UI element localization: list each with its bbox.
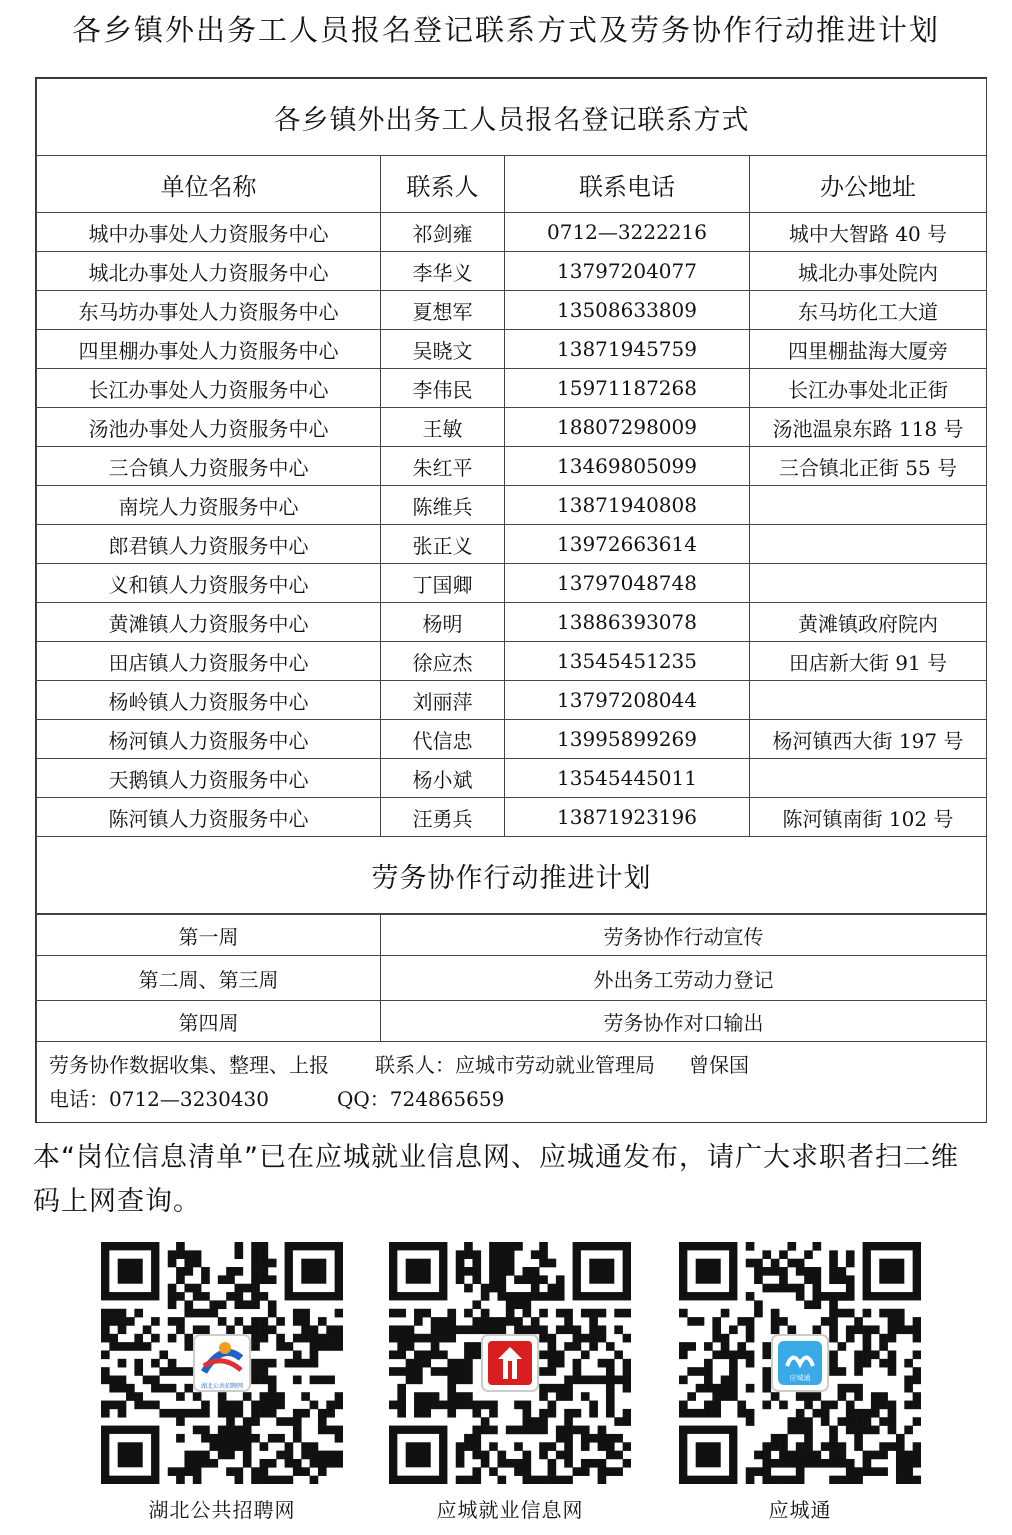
unit-name-cell: 杨岭镇人力资服务中心 <box>37 681 381 720</box>
page-title: 各乡镇外出务工人员报名登记联系方式及劳务协作行动推进计划 <box>71 13 940 47</box>
address-cell: 城中大智路 40 号 <box>750 213 987 252</box>
address-cell <box>750 486 987 525</box>
contact-row <box>37 447 987 486</box>
contact-person-cell: 杨小斌 <box>381 759 505 798</box>
address-cell: 杨河镇西大街 197 号 <box>750 720 987 759</box>
unit-name-cell: 义和镇人力资服务中心 <box>37 564 381 603</box>
unit-name-cell: 四里棚办事处人力资服务中心 <box>37 330 381 369</box>
header-phone: 联系电话 <box>505 156 750 213</box>
contact-person-cell: 杨明 <box>381 603 505 642</box>
phone-cell: 15971187268 <box>505 369 750 408</box>
contact-person-cell: 夏想军 <box>381 291 505 330</box>
phone-cell: 13995899269 <box>505 720 750 759</box>
info-phone: 电话：0712—3230430 <box>49 1087 269 1111</box>
info-data-collection: 劳务协作数据收集、整理、上报 <box>49 1053 329 1077</box>
main-table-frame <box>35 77 987 1123</box>
contact-person-cell: 丁国卿 <box>381 564 505 603</box>
contact-person-cell: 陈维兵 <box>381 486 505 525</box>
plan-task-cell: 劳务协作行动宣传 <box>381 915 987 956</box>
phone-cell: 13871940808 <box>505 486 750 525</box>
contact-row <box>37 252 987 291</box>
contact-person-cell: 吴晓文 <box>381 330 505 369</box>
contact-person-cell: 李伟民 <box>381 369 505 408</box>
plan-week-cell: 第四周 <box>37 1001 381 1042</box>
phone-cell: 13508633809 <box>505 291 750 330</box>
unit-name-cell: 城北办事处人力资服务中心 <box>37 252 381 291</box>
contact-row <box>37 213 987 252</box>
unit-name-cell: 长江办事处人力资服务中心 <box>37 369 381 408</box>
address-cell <box>750 759 987 798</box>
contact-person-cell: 汪勇兵 <box>381 798 505 837</box>
contact-row <box>37 603 987 642</box>
phone-cell: 13545445011 <box>505 759 750 798</box>
contact-row <box>37 642 987 681</box>
address-cell <box>750 525 987 564</box>
unit-name-cell: 郎君镇人力资服务中心 <box>37 525 381 564</box>
unit-name-cell: 陈河镇人力资服务中心 <box>37 798 381 837</box>
phone-cell: 13871945759 <box>505 330 750 369</box>
contact-person-cell: 朱红平 <box>381 447 505 486</box>
unit-name-cell: 汤池办事处人力资服务中心 <box>37 408 381 447</box>
contact-row <box>37 408 987 447</box>
plan-task-cell: 外出务工劳动力登记 <box>381 956 987 1001</box>
address-cell: 三合镇北正街 55 号 <box>750 447 987 486</box>
contact-row <box>37 798 987 837</box>
unit-name-cell: 天鹅镇人力资服务中心 <box>37 759 381 798</box>
contacts-section-title: 各乡镇外出务工人员报名登记联系方式 <box>37 79 987 156</box>
unit-name-cell: 南垸人力资服务中心 <box>37 486 381 525</box>
info-qq: QQ：724865659 <box>336 1087 505 1111</box>
qr-block-yingchengtong <box>676 1242 924 1523</box>
contact-person-cell: 刘丽萍 <box>381 681 505 720</box>
qr-label-yingcheng-jobs: 应城就业信息网 <box>436 1498 584 1522</box>
address-cell <box>750 564 987 603</box>
phone-cell: 13797208044 <box>505 681 750 720</box>
contact-person-cell: 代信忠 <box>381 720 505 759</box>
phone-cell: 0712—3222216 <box>505 213 750 252</box>
qr-code-icon[interactable] <box>389 1242 631 1484</box>
unit-name-cell: 黄滩镇人力资服务中心 <box>37 603 381 642</box>
contact-row <box>37 681 987 720</box>
phone-cell: 13469805099 <box>505 447 750 486</box>
address-cell: 黄滩镇政府院内 <box>750 603 987 642</box>
contact-row <box>37 330 987 369</box>
phone-cell: 13886393078 <box>505 603 750 642</box>
address-cell: 汤池温泉东路 118 号 <box>750 408 987 447</box>
qr-logo-icon <box>772 1335 828 1391</box>
address-cell: 城北办事处院内 <box>750 252 987 291</box>
notice-text: 本“岗位信息清单”已在应城就业信息网、应城通发布，请广大求职者扫二维码上网查询。 <box>33 1142 959 1217</box>
unit-name-cell: 城中办事处人力资服务中心 <box>37 213 381 252</box>
qr-label-hubei: 湖北公共招聘网 <box>148 1498 296 1522</box>
qr-logo-icon <box>482 1335 538 1391</box>
contact-row <box>37 564 987 603</box>
unit-name-cell: 三合镇人力资服务中心 <box>37 447 381 486</box>
info-contact-name: 曾保国 <box>689 1053 749 1077</box>
qr-block-hubei <box>98 1242 346 1523</box>
header-unit-name: 单位名称 <box>37 156 381 213</box>
plan-table <box>36 914 987 1122</box>
header-address: 办公地址 <box>750 156 987 213</box>
plan-section-title: 劳务协作行动推进计划 <box>37 837 987 914</box>
phone-cell: 18807298009 <box>505 408 750 447</box>
address-cell: 四里棚盐海大厦旁 <box>750 330 987 369</box>
contacts-table-body <box>37 213 987 837</box>
contact-person-cell: 王敏 <box>381 408 505 447</box>
plan-task-cell: 劳务协作对口输出 <box>381 1001 987 1042</box>
address-cell: 长江办事处北正街 <box>750 369 987 408</box>
header-contact-person: 联系人 <box>381 156 505 213</box>
contact-row <box>37 486 987 525</box>
phone-cell: 13871923196 <box>505 798 750 837</box>
address-cell: 田店新大街 91 号 <box>750 642 987 681</box>
address-cell: 陈河镇南街 102 号 <box>750 798 987 837</box>
info-contact-org: 联系人：应城市劳动就业管理局 <box>375 1053 655 1077</box>
contact-row <box>37 525 987 564</box>
contact-row <box>37 291 987 330</box>
plan-week-cell: 第二周、第三周 <box>37 956 381 1001</box>
contact-person-cell: 徐应杰 <box>381 642 505 681</box>
qr-logo-icon <box>194 1335 250 1391</box>
phone-cell: 13972663614 <box>505 525 750 564</box>
svg-text:湖北公共招聘网: 湖北公共招聘网 <box>200 1383 244 1390</box>
contact-person-cell: 李华义 <box>381 252 505 291</box>
unit-name-cell: 田店镇人力资服务中心 <box>37 642 381 681</box>
qr-code-icon[interactable] <box>101 1242 343 1484</box>
phone-cell: 13797048748 <box>505 564 750 603</box>
address-cell <box>750 681 987 720</box>
unit-name-cell: 东马坊办事处人力资服务中心 <box>37 291 381 330</box>
qr-code-icon[interactable] <box>679 1242 921 1484</box>
contact-row <box>37 369 987 408</box>
plan-week-cell: 第一周 <box>37 915 381 956</box>
unit-name-cell: 杨河镇人力资服务中心 <box>37 720 381 759</box>
phone-cell: 13545451235 <box>505 642 750 681</box>
phone-cell: 13797204077 <box>505 252 750 291</box>
svg-text:应城通: 应城通 <box>789 1374 811 1382</box>
address-cell: 东马坊化工大道 <box>750 291 987 330</box>
qr-block-yingcheng-jobs <box>386 1242 634 1523</box>
contact-person-cell: 张正义 <box>381 525 505 564</box>
contact-row <box>37 720 987 759</box>
contact-row <box>37 759 987 798</box>
qr-label-yingchengtong: 应城通 <box>768 1498 832 1522</box>
plan-contact-info <box>37 1042 987 1123</box>
contact-person-cell: 祁剑雍 <box>381 213 505 252</box>
contacts-table <box>36 78 987 914</box>
